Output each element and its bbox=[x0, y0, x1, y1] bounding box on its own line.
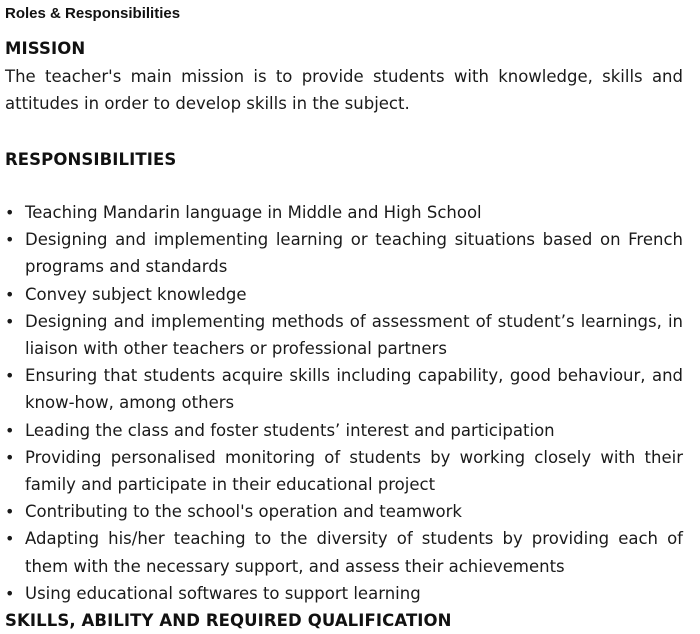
list-item bbox=[5, 417, 683, 444]
list-item-text: Providing personalised monitoring of students by working closely with their family and participate in their educational project bbox=[25, 447, 683, 495]
bullet-icon: • bbox=[5, 284, 15, 304]
list-item-text: Contributing to the school's operation and teamwork bbox=[25, 502, 462, 522]
bullet-icon: • bbox=[5, 203, 15, 222]
bullet-icon: • bbox=[5, 366, 15, 386]
list-item bbox=[5, 498, 683, 525]
list-item bbox=[5, 308, 683, 362]
bullet-icon: • bbox=[5, 502, 15, 522]
list-item-text: Adapting his/her teaching to the diversity of students by providing each of them with the necessary support, and assess their achievements bbox=[25, 529, 683, 576]
list-item-text: Convey subject knowledge bbox=[25, 284, 247, 304]
bullet-icon: • bbox=[5, 447, 15, 467]
responsibilities-heading: RESPONSIBILITIES bbox=[5, 150, 177, 169]
list-item bbox=[5, 362, 683, 416]
bullet-icon: • bbox=[5, 230, 15, 250]
list-item bbox=[5, 281, 683, 308]
list-item-text: Designing and implementing learning or teaching situations based on French programs and standards bbox=[25, 230, 683, 277]
list-item-text: Teaching Mandarin language in Middle and High School bbox=[25, 203, 482, 222]
bullet-icon: • bbox=[5, 420, 15, 440]
list-item-text: Designing and implementing methods of assessment of student’s learnings, in liaison with other teachers or professional partners bbox=[25, 311, 683, 359]
bullet-icon: • bbox=[5, 583, 15, 603]
mission-heading: MISSION bbox=[5, 39, 86, 58]
list-item-text: Leading the class and foster students’ interest and participation bbox=[25, 420, 555, 440]
mission-text: The teacher's main mission is to provide students with knowledge, skills and attitudes in order to develop skills in the subject. bbox=[5, 67, 683, 113]
list-item-text: Ensuring that students acquire skills including capability, good behaviour, and know-how, among others bbox=[25, 366, 683, 413]
job-description bbox=[5, 0, 683, 634]
section-title: Roles & Responsibilities bbox=[5, 5, 181, 22]
bullet-icon: • bbox=[5, 529, 15, 549]
list-item bbox=[5, 444, 683, 498]
list-item bbox=[5, 580, 683, 607]
skills-heading: SKILLS, ABILITY AND REQUIRED QUALIFICATION bbox=[5, 611, 452, 631]
list-item bbox=[5, 525, 683, 579]
list-item bbox=[5, 199, 683, 226]
responsibilities-list bbox=[5, 199, 683, 607]
list-item bbox=[5, 226, 683, 280]
list-item-text: Using educational softwares to support learning bbox=[25, 583, 421, 603]
bullet-icon: • bbox=[5, 311, 15, 331]
